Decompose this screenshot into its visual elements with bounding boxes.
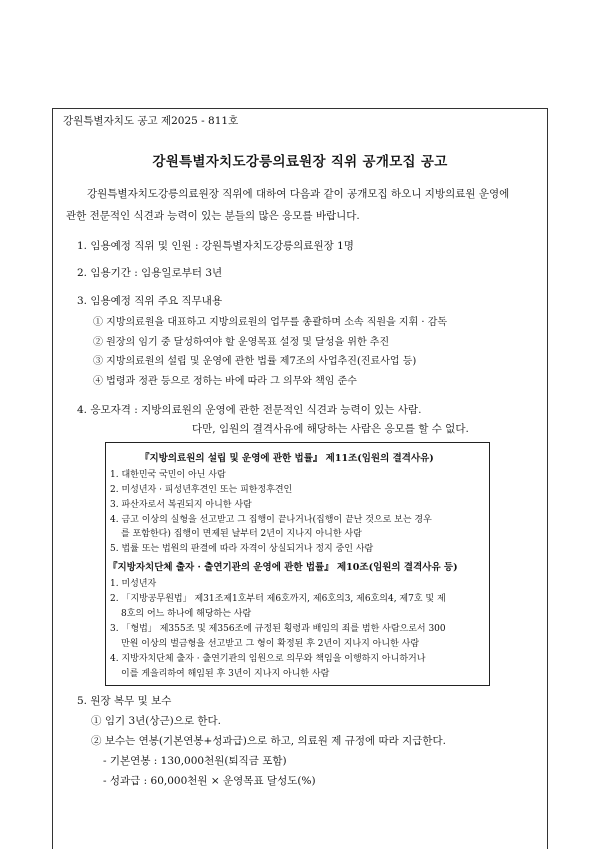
document-title: 강원특별자치도강릉의료원장 직위 공개모집 공고 xyxy=(152,154,448,170)
section-4-line-2: 다만, 임원의 결격사유에 해당하는 사람은 응모를 할 수 없다. xyxy=(192,423,469,435)
law1-item: 4. 금고 이상의 실형을 선고받고 그 집행이 끝나거나(집행이 끝난 것으로 보는 경우 xyxy=(110,515,432,525)
law2-item: 2. 「지방공무원법」 제31조제1호부터 제6호까지, 제6호의3, 제6호의4, 제7호 및 제 xyxy=(110,594,446,604)
law2-item-cont: 이를 게을리하여 해임된 후 3년이 지나지 아니한 사람 xyxy=(121,669,330,679)
law2-item: 4. 지방자치단체 출자 · 출연기관의 임원으로 의무와 책임을 이행하지 아니하거나 xyxy=(110,654,426,664)
service-item: ① 임기 3년(상근)으로 한다. xyxy=(91,715,222,727)
law1-item: 3. 파산자로서 복권되지 아니한 사람 xyxy=(110,500,252,510)
law2-title: 『지방자치단체 출자 · 출연기관의 운영에 관한 법률』 제10조(임원의 결격사유 등) xyxy=(108,562,458,573)
law1-item: 2. 미성년자 · 피성년후견인 또는 피한정후견인 xyxy=(110,485,293,495)
section-4-line-1: 4. 응모자격 : 지방의료원의 운영에 관한 전문적인 식견과 능력이 있는 사람. xyxy=(77,404,422,416)
section-3-heading: 3. 임용예정 직위 주요 직무내용 xyxy=(77,295,223,307)
section-5-heading: 5. 원장 복무 및 보수 xyxy=(77,695,172,707)
duty-item: ④ 법령과 정관 등으로 정하는 바에 따라 그 의무와 책임 준수 xyxy=(93,376,357,387)
duty-item: ① 지방의료원을 대표하고 지방의료원의 업무를 총괄하며 소속 직원을 지휘 · 감독 xyxy=(93,317,448,328)
notice-number: 강원특별자치도 공고 제2025 - 811호 xyxy=(63,115,239,127)
law1-item: 1. 대한민국 국민이 아닌 사람 xyxy=(110,470,226,480)
law2-item-cont: 만원 이상의 벌금형을 선고받고 그 형이 확정된 후 2년이 지나지 아니한 사람 xyxy=(121,639,420,649)
section-2-term: 2. 임용기간 : 임용일로부터 3년 xyxy=(77,267,223,279)
law1-item-cont: 를 포함한다) 집행이 면제된 날부터 2년이 지나지 아니한 사람 xyxy=(121,529,362,539)
law2-item: 1. 미성년자 xyxy=(110,579,157,589)
intro-line-1: 강원특별자치도강릉의료원장 직위에 대하여 다음과 같이 공개모집 하오니 지방의료원 운영에 xyxy=(87,188,510,200)
pay-item: - 기본연봉 : 130,000천원(퇴직금 포함) xyxy=(103,755,287,767)
duty-item: ③ 지방의료원의 설립 및 운영에 관한 법률 제7조의 사업추진(진료사업 등) xyxy=(93,356,417,367)
intro-line-2: 관한 전문적인 식견과 능력이 있는 분들의 많은 응모를 바랍니다. xyxy=(66,210,360,222)
law2-item: 3. 「형법」 제355조 및 제356조에 규정된 횡령과 배임의 죄를 범한 사람으로서 300 xyxy=(110,624,446,634)
law1-item: 5. 법률 또는 법원의 판결에 따라 자격이 상실되거나 정지 중인 사람 xyxy=(110,544,374,554)
law2-item-cont: 8호의 어느 하나에 해당하는 사람 xyxy=(121,609,252,619)
pay-item: - 성과급 : 60,000천원 × 운영목표 달성도(%) xyxy=(103,775,316,787)
service-item: ② 보수는 연봉(기본연봉+성과급)으로 하고, 의료원 제 규정에 따라 지급한다. xyxy=(91,735,447,747)
section-1-position: 1. 임용예정 직위 및 인원 : 강원특별자치도강릉의료원장 1명 xyxy=(77,240,354,252)
duty-item: ② 원장의 임기 중 달성하여야 할 운영목표 설정 및 달성을 위한 추진 xyxy=(93,337,390,348)
law1-title: 『지방의료원의 설립 및 운영에 관한 법률』 제11조(임원의 결격사유) xyxy=(140,453,434,464)
